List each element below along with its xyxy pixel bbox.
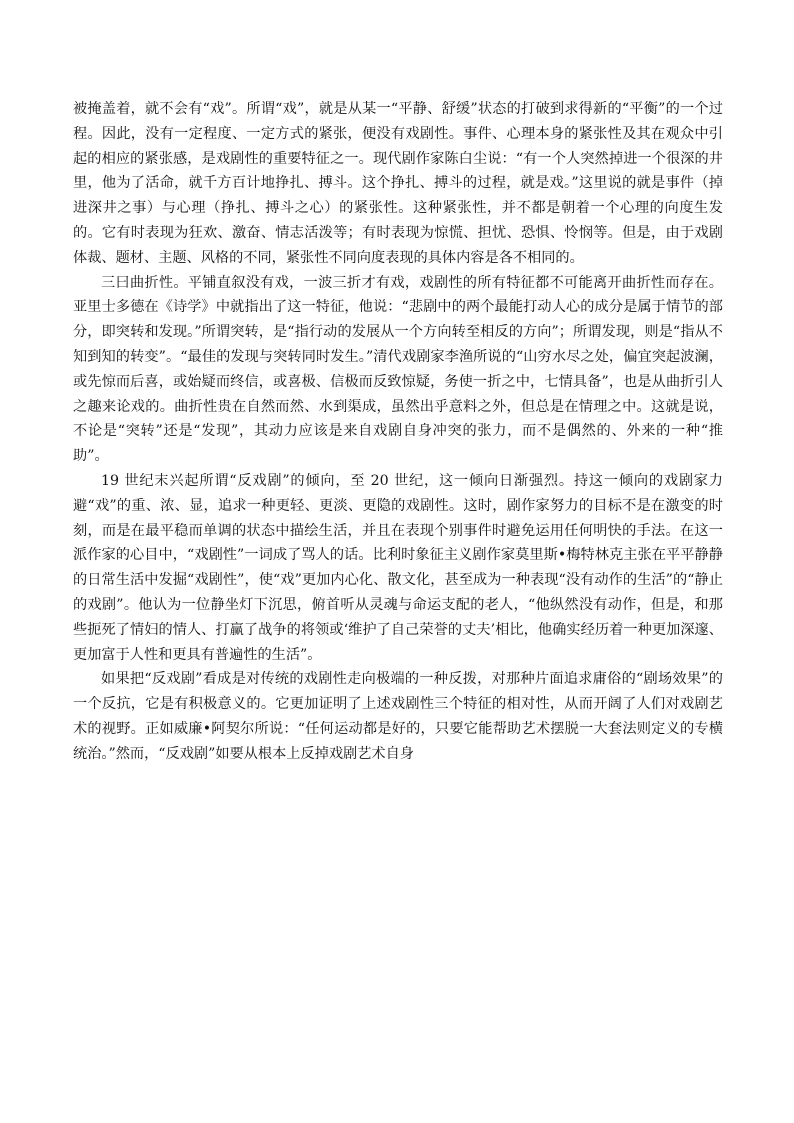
paragraph-anti-drama-evaluation: 如果把“反戏剧”看成是对传统的戏剧性走向极端的一种反拨，对那种片面追求庸俗的“剧场效果”的一个反抗，它是有积极意义的。它更加证明了上述戏剧性三个特征的相对性，从而开阔了人们对戏剧艺术的视野。正如威廉•阿契尔所说：“任何运动都是好的，只要它能帮助艺术摆脱一大套法则定义的专横统治。”然而，“反戏剧”如要从根本上反掉戏剧艺术自身 bbox=[73, 671, 723, 762]
paragraph-tension-continued: 被掩盖着，就不会有“戏”。所谓“戏”，就是从某一“平静、舒缓”状态的打破到求得新的“平衡”的一个过程。因此，没有一定程度、一定方式的紧张，便没有戏剧性。事件、心理本身的紧张性及其在观众中引起的相应的紧张感，是戏剧性的重要特征之一。现代剧作家陈白尘说：“有一个人突然掉进一个很深的井里，他为了活命，就千方百计地挣扎、搏斗。这个挣扎、搏斗的过程，就是戏。”这里说的就是事件（掉进深井之事）与心理（挣扎、搏斗之心）的紧张性。这种紧张性，并不都是朝着一个心理的向度生发的。它有时表现为狂欢、激奋、情志活泼等；有时表现为惊慌、担忧、恐惧、怜悯等。但是，由于戏剧体裁、题材、主题、风格的不同，紧张性不同向度表现的具体内容是各不相同的。 bbox=[73, 101, 723, 266]
paragraph-twists: 三曰曲折性。平铺直叙没有戏，一波三折才有戏，戏剧性的所有特征都不可能离开曲折性而存在。亚里士多德在《诗学》中就指出了这一特征，他说：“悲剧中的两个最能打动人心的成分是属于情节的部分，即突转和发现。”所谓突转，是“指行动的发展从一个方向转至相反的方向”；所谓发现，则是“指从不知到知的转变”。“最佳的发现与突转同时发生。”清代戏剧家李渔所说的“山穷水尽之处，偏宜突起波澜，或先惊而后喜，或始疑而终信，或喜极、信极而反致惊疑，务使一折之中，七情具备”，也是从曲折引人之趣来论戏的。曲折性贵在自然而然、水到渠成，虽然出乎意料之外，但总是在情理之中。这就是说，不论是“突转”还是“发现”，其动力应该是来自戏剧自身冲突的张力，而不是偶然的、外来的一种“推助”。 bbox=[73, 274, 723, 465]
paragraph-anti-drama: 19 世纪末兴起所谓“反戏剧”的倾向，至 20 世纪，这一倾向日渐强烈。持这一倾向的戏剧家力避“戏”的重、浓、显，追求一种更轻、更淡、更隐的戏剧性。这时，剧作家努力的目标不是在激变的时刻，而是在最平稳而单调的状态中描绘生活，并且在表现个别事件时避免运用任何明快的手法。在这一派作家的心目中，“戏剧性”一词成了骂人的话。比利时象征主义剧作家莫里斯•梅特林克主张在平平静静的日常生活中发掘“戏剧性”，使“戏”更加内心化、散文化，甚至成为一种表现“没有动作的生活”的“静止的戏剧”。他认为一位静坐灯下沉思，俯首听从灵魂与命运支配的老人，“他纵然没有动作，但是，和那些扼死了情妇的情人、打赢了战争的将领或‘维护了自己荣誉的丈夫’相比，他确实经历着一种更加深邃、更加富于人性和更具有普遍性的生活”。 bbox=[73, 472, 723, 663]
article-body bbox=[73, 97, 723, 767]
